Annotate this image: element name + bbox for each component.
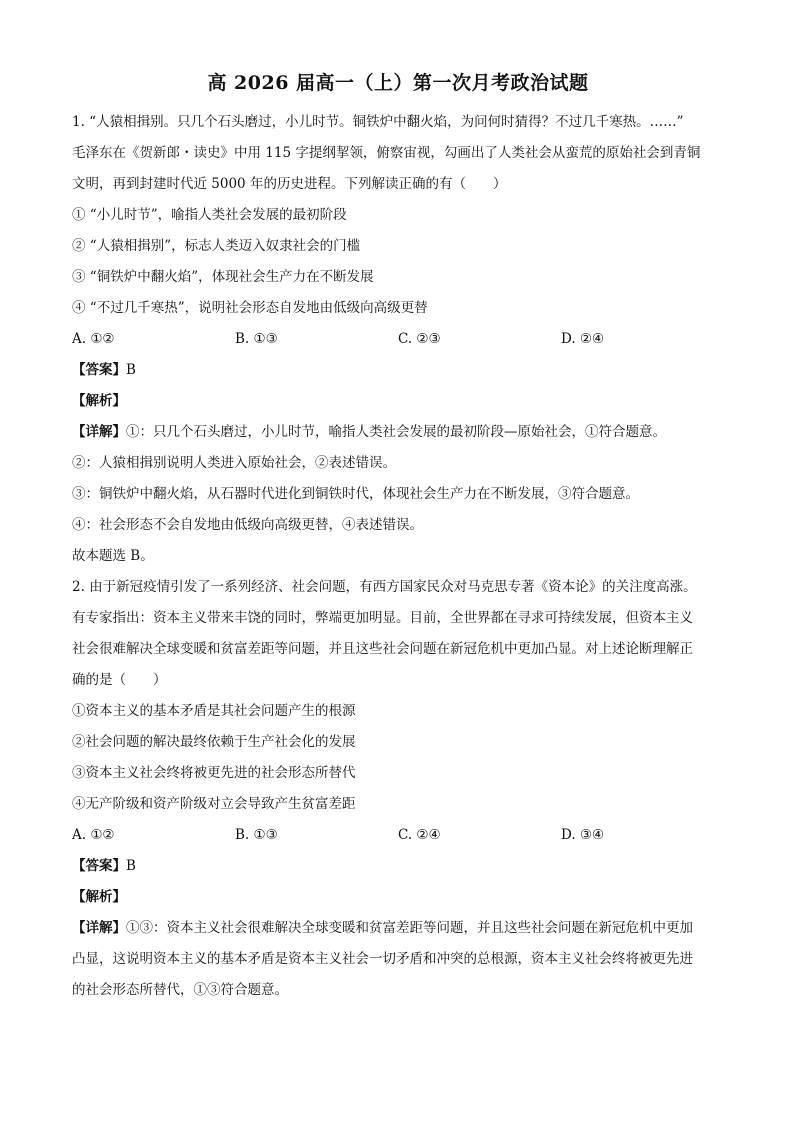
- answer-tag: 【答案】: [72, 362, 126, 378]
- answer-line: [72, 355, 724, 386]
- answer-tag: 【答案】: [72, 858, 126, 874]
- statement-item: ① “小儿时节”，喻指人类社会发展的最初阶段: [72, 207, 347, 223]
- statement-item: ② “人猿相揖别”，标志人类迈入奴隶社会的门槛: [72, 238, 361, 254]
- document-page: [72, 68, 724, 1006]
- detail-line: [72, 913, 724, 944]
- question-stem-line: 1. “人猿相揖别。只几个石头磨过，小儿时节。铜铁炉中翻火焰，为问何时猜得？不过几千寒热。……”: [72, 114, 684, 130]
- option-d: D. ②④: [561, 331, 605, 347]
- answer-options: [72, 820, 724, 851]
- detail-line: ②：人猿相揖别说明人类进入原始社会，②表述错误。: [72, 455, 396, 471]
- analysis-tag: 【解析】: [72, 393, 126, 409]
- question-stem-line: 社会很难解决全球变暖和贫富差距等问题，并且这些社会问题在新冠危机中更加凸显。对上述论断理解正: [72, 641, 693, 657]
- detail-line: 凸显，这说明资本主义的基本矛盾是资本主义社会一切矛盾和冲突的总根源，资本主义社会终将被更先进: [72, 951, 693, 967]
- conclusion-line: 故本题选 B。: [72, 548, 154, 564]
- answer-options: [72, 324, 724, 355]
- analysis-line: [72, 386, 724, 417]
- question-2: [72, 572, 724, 1006]
- detail-text: ①：只几个石头磨过，小儿时节，喻指人类社会发展的最初阶段—原始社会，①符合题意。: [126, 424, 666, 440]
- statement-item: ④无产阶级和资产阶级对立会导致产生贫富差距: [72, 796, 356, 812]
- question-stem-line: 文明，再到封建时代近 5000 年的历史进程。下列解读正确的有（ ）: [72, 176, 507, 192]
- analysis-tag: 【解析】: [72, 889, 126, 905]
- statement-item: ③资本主义社会终将被更先进的社会形态所替代: [72, 765, 356, 781]
- option-a: A. ①②: [72, 331, 115, 347]
- answer-value: B: [126, 362, 136, 378]
- option-c: C. ②④: [398, 827, 441, 843]
- option-a: A. ①②: [72, 827, 115, 843]
- detail-tag: 【详解】: [72, 424, 126, 440]
- detail-line: ④：社会形态不会自发地由低级向高级更替，④表述错误。: [72, 517, 423, 533]
- document-title: 高 2026 届高一（上）第一次月考政治试题: [207, 72, 589, 94]
- answer-value: B: [126, 858, 136, 874]
- option-c: C. ②③: [398, 331, 441, 347]
- option-b: B. ①③: [235, 827, 278, 843]
- question-stem-line: 有专家指出：资本主义带来丰饶的同时，弊端更加明显。目前，全世界都在寻求可持续发展，但资本主义: [72, 610, 693, 626]
- question-stem-line: 2. 由于新冠疫情引发了一系列经济、社会问题，有西方国家民众对马克思专著《资本论》的关注度高涨。: [72, 579, 697, 595]
- option-d: D. ③④: [561, 827, 605, 843]
- question-stem-line: 确的是（ ）: [72, 672, 167, 688]
- answer-line: [72, 851, 724, 882]
- question-stem-line: 毛泽东在《贺新郎・读史》中用 115 字提纲挈领，俯察宙视，勾画出了人类社会从蛮荒的原始社会到青铜: [72, 145, 701, 161]
- statement-item: ①资本主义的基本矛盾是其社会问题产生的根源: [72, 703, 356, 719]
- detail-line: 的社会形态所替代，①③符合题意。: [72, 982, 288, 998]
- statement-item: ②社会问题的解决最终依赖于生产社会化的发展: [72, 734, 356, 750]
- option-b: B. ①③: [235, 331, 278, 347]
- question-1: [72, 107, 724, 572]
- analysis-line: [72, 882, 724, 913]
- detail-line: ③：铜铁炉中翻火焰，从石器时代进化到铜铁时代，体现社会生产力在不断发展，③符合题意。: [72, 486, 639, 502]
- detail-tag: 【详解】: [72, 920, 126, 936]
- detail-line: [72, 417, 724, 448]
- statement-item: ③ “铜铁炉中翻火焰”，体现社会生产力在不断发展: [72, 269, 374, 285]
- statement-item: ④ “不过几千寒热”，说明社会形态自发地由低级向高级更替: [72, 300, 428, 316]
- detail-text: ①③：资本主义社会很难解决全球变暖和贫富差距等问题，并且这些社会问题在新冠危机中更加: [126, 920, 693, 936]
